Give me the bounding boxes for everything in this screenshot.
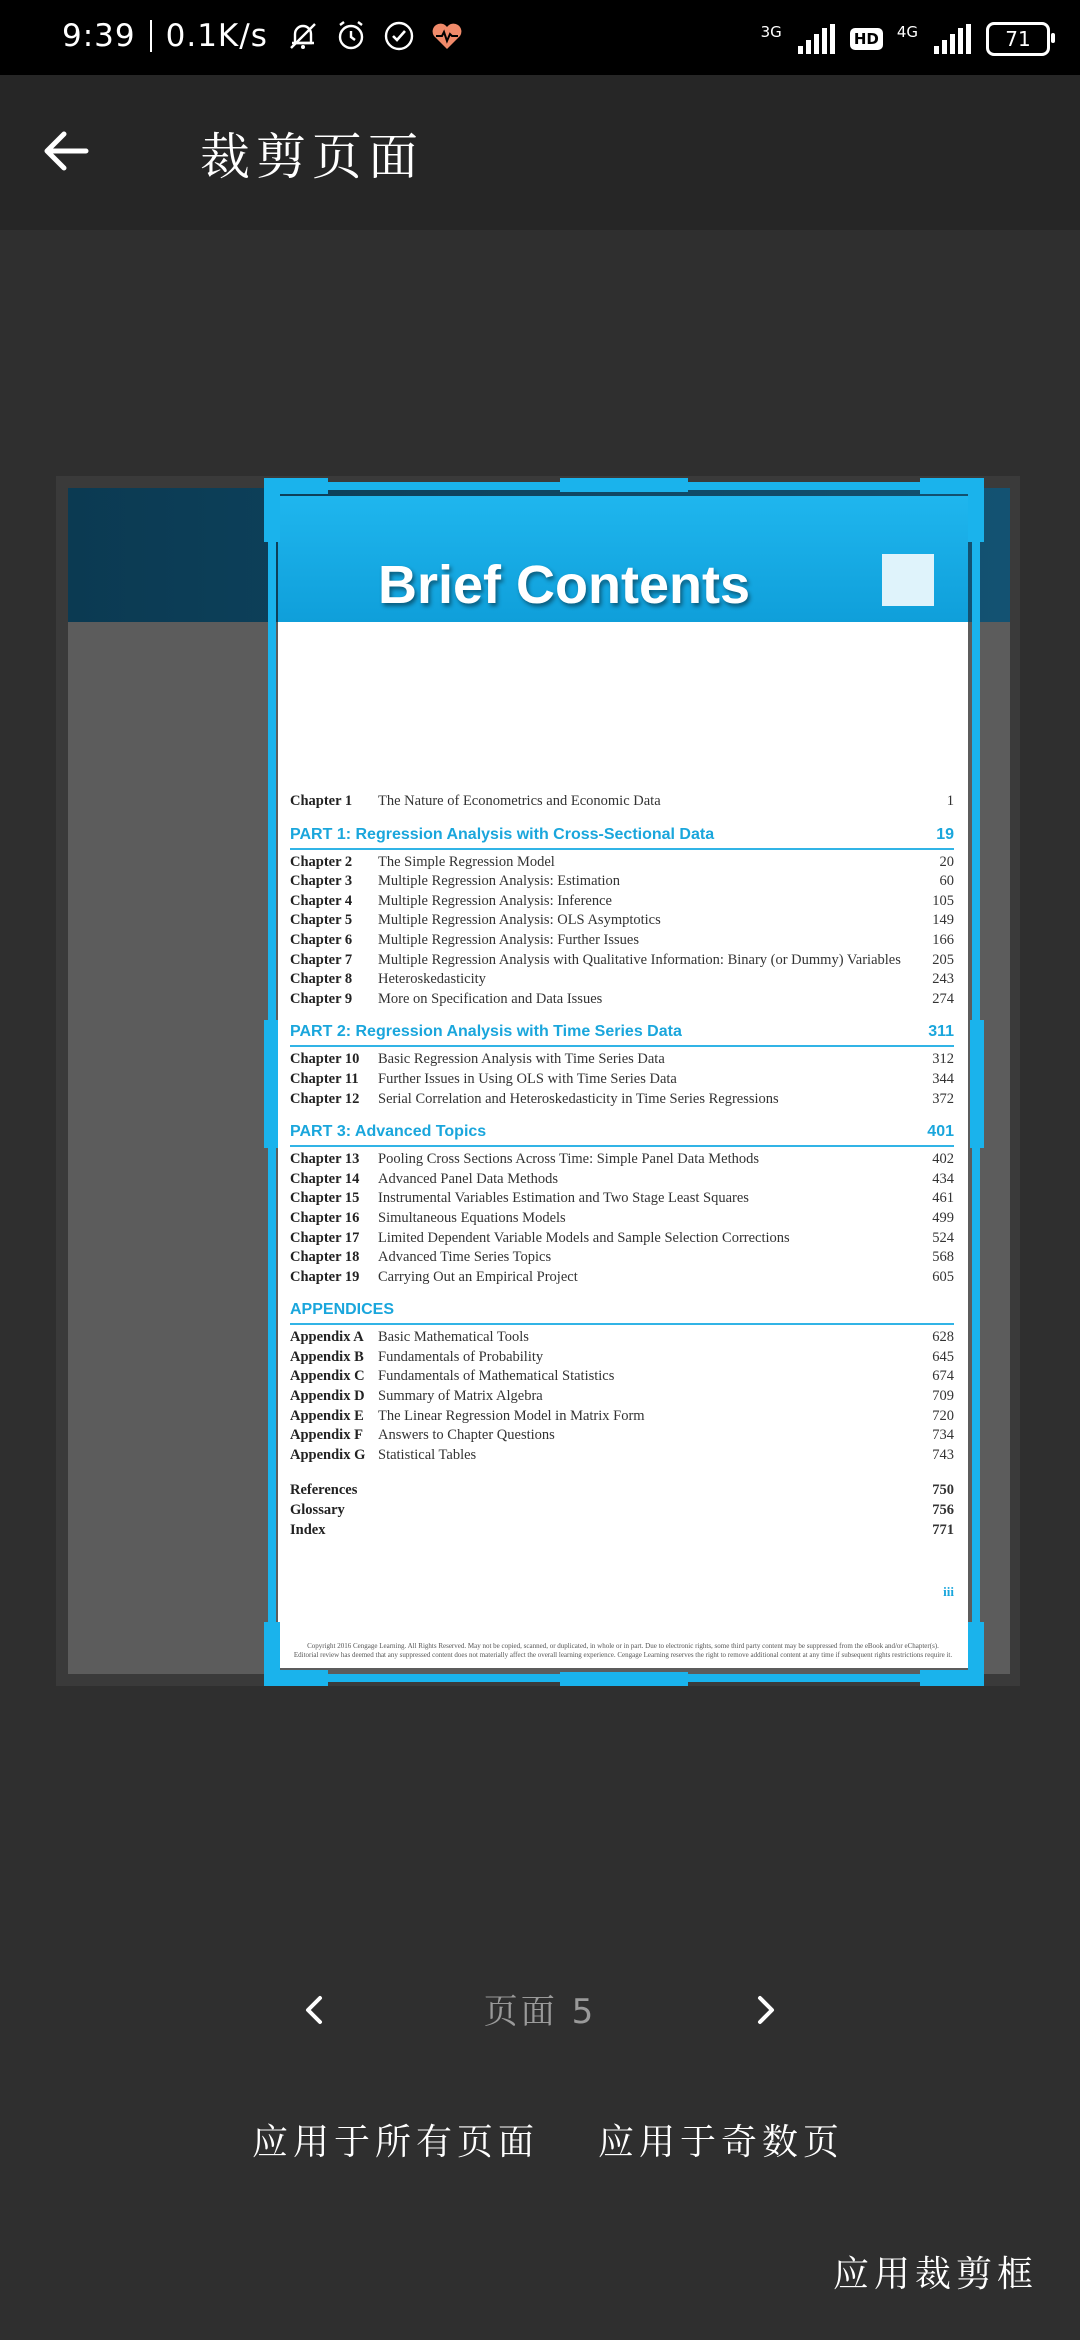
crop-corner-top-right-v[interactable]: [968, 478, 984, 542]
toc-title: Multiple Regression Analysis: Further Issues: [378, 931, 639, 948]
toc-label: Chapter 5: [290, 912, 353, 929]
toc-label: Chapter 8: [290, 971, 353, 988]
toc-label: Chapter 16: [290, 1209, 360, 1226]
toc-title: Carrying Out an Empirical Project: [378, 1268, 578, 1285]
toc-page-number: 568: [932, 1249, 954, 1266]
toc-label: Appendix A: [290, 1329, 364, 1346]
toc-label: Appendix D: [290, 1388, 365, 1405]
page-indicator: 页面 5: [483, 1992, 597, 2032]
toc-label: Chapter 17: [290, 1229, 360, 1246]
crop-handle-top[interactable]: [560, 478, 688, 492]
crop-corner-bottom-right-v[interactable]: [968, 1622, 984, 1686]
crop-frame[interactable]: [268, 482, 980, 1682]
toc-label: Index: [290, 1521, 326, 1538]
toc-title: Advanced Panel Data Methods: [378, 1170, 558, 1187]
previous-page-chevron-icon[interactable]: [296, 1990, 332, 2030]
toc-title: Statistical Tables: [378, 1446, 477, 1463]
crop-handle-left[interactable]: [264, 1020, 278, 1148]
toc-title: Multiple Regression Analysis: OLS Asymptotics: [378, 912, 661, 929]
toc-label: Chapter 11: [290, 1070, 359, 1087]
toc-part-page: 19: [936, 825, 954, 843]
status-bar: [0, 0, 1080, 75]
status-right: [761, 22, 1050, 56]
toc-title: Summary of Matrix Algebra: [378, 1388, 543, 1405]
toc-label: Chapter 3: [290, 873, 353, 890]
toc-page-number: 720: [932, 1407, 954, 1424]
toc-title: Limited Dependent Variable Models and Sample Selection Corrections: [378, 1229, 790, 1246]
toc-label: Appendix C: [290, 1368, 365, 1385]
clock: 9:39: [62, 18, 136, 54]
toc-label: Appendix E: [290, 1407, 364, 1424]
toc-title: Heteroskedasticity: [378, 971, 486, 988]
toc-page-number: 750: [932, 1482, 954, 1499]
toc-part-title: APPENDICES: [290, 1301, 395, 1319]
toc-label: Chapter 1: [290, 793, 353, 809]
toc-page-number: 149: [932, 912, 954, 929]
battery-icon: [986, 22, 1050, 56]
toc-page-number: 205: [932, 951, 954, 968]
toc-label: Chapter 9: [290, 990, 353, 1007]
toc-part-title: PART 2: Regression Analysis with Time Series Data: [290, 1023, 682, 1041]
toc-title: Instrumental Variables Estimation and Two Stage Least Squares: [378, 1190, 749, 1207]
toc-label: Chapter 13: [290, 1151, 360, 1168]
signal-icon-2: [932, 24, 972, 54]
roman-page-number: iii: [943, 1584, 954, 1599]
toc-title: More on Specification and Data Issues: [378, 990, 603, 1007]
alarm-icon: [334, 19, 368, 53]
toc-part-title: PART 1: Regression Analysis with Cross-Sectional Data: [290, 825, 715, 843]
apply-to-odd-pages-button[interactable]: 应用于奇数页: [598, 2122, 845, 2163]
toc-title: Multiple Regression Analysis: Inference: [378, 892, 612, 909]
toc-page-number: 709: [932, 1388, 954, 1405]
copyright-line-1: Copyright 2016 Cengage Learning. All Rights Reserved. May not be copied, scanned, or duplicated, in whole or in part. Due to electronic rights, some third party content may be suppressed from the eBook and/or eChapter(s).: [307, 1642, 939, 1650]
crop-corner-top-left-v[interactable]: [264, 478, 280, 542]
toc-page-number: 1: [946, 793, 954, 809]
app-bar: [0, 75, 1080, 230]
toc-page-number: 645: [932, 1348, 954, 1365]
toc-label: Chapter 4: [290, 892, 353, 909]
toc-page-number: 274: [932, 990, 954, 1007]
toc-page-number: 734: [932, 1427, 954, 1444]
toc-label: References: [290, 1482, 358, 1499]
back-arrow-icon[interactable]: [38, 123, 94, 179]
crop-handle-bottom[interactable]: [560, 1672, 688, 1686]
crop-handle-right[interactable]: [970, 1020, 984, 1148]
toc-page-number: 60: [939, 873, 954, 890]
toc-label: Chapter 6: [290, 931, 353, 948]
crop-corner-bottom-left-v[interactable]: [264, 1622, 280, 1686]
document-title: Brief Contents: [378, 555, 751, 615]
network-type-4g: 4G: [896, 23, 918, 41]
hd-badge: HD: [850, 28, 883, 50]
network-speed: 0.1K/s: [165, 18, 268, 54]
toc-title: Fundamentals of Probability: [378, 1348, 544, 1365]
toc-title: Multiple Regression Analysis: Estimation: [378, 873, 621, 890]
toc-title: Basic Regression Analysis with Time Series Data: [378, 1051, 665, 1068]
toc-title: Multiple Regression Analysis with Qualitative Information: Binary (or Dummy) Variables: [378, 951, 901, 968]
toc-page-number: 312: [932, 1051, 954, 1068]
apply-crop-frame-button[interactable]: 应用裁剪框: [832, 2254, 1038, 2295]
apply-to-all-pages-button[interactable]: 应用于所有页面: [252, 2122, 540, 2163]
toc-label: Appendix B: [290, 1348, 364, 1365]
toc-title: The Nature of Econometrics and Economic Data: [378, 793, 661, 809]
toc-part-page: 311: [928, 1023, 954, 1041]
toc-label: Chapter 7: [290, 951, 353, 968]
page-navigator: [0, 1980, 1080, 2040]
toc-label: Glossary: [290, 1502, 345, 1519]
toc-part-page: 401: [927, 1123, 954, 1141]
toc-page-number: 771: [932, 1521, 954, 1538]
toc-page-number: 402: [932, 1151, 954, 1168]
toc-title: The Linear Regression Model in Matrix Form: [378, 1407, 645, 1424]
toc-title: Simultaneous Equations Models: [378, 1209, 566, 1226]
next-page-chevron-icon[interactable]: [748, 1990, 784, 2030]
toc-title: Pooling Cross Sections Across Time: Simple Panel Data Methods: [378, 1151, 760, 1168]
mute-bell-icon: [286, 19, 320, 53]
toc-title: Basic Mathematical Tools: [378, 1329, 529, 1346]
toc-part-title: PART 3: Advanced Topics: [290, 1123, 487, 1141]
toc-title: Further Issues in Using OLS with Time Series Data: [378, 1070, 677, 1087]
toc-label: Appendix F: [290, 1427, 363, 1444]
toc-page-number: 605: [932, 1268, 954, 1285]
toc-page-number: 105: [932, 892, 954, 909]
toc-label: Chapter 19: [290, 1268, 360, 1285]
toc-label: Chapter 15: [290, 1190, 360, 1207]
page-title: 裁剪页面: [200, 128, 424, 186]
toc-label: Chapter 14: [290, 1170, 360, 1187]
copyright-line-2: Editorial review has deemed that any suppressed content does not materially affect the overall learning experience. Cengage Learning reserves the right to remove additional content at any time if subsequent rights restrictions require it.: [293, 1651, 953, 1659]
toc-page-number: 434: [932, 1170, 954, 1187]
check-circle-icon: [382, 19, 416, 53]
battery-level: 71: [1005, 27, 1031, 51]
toc-page-number: 243: [932, 971, 954, 988]
signal-icon: [796, 24, 836, 54]
toc-page-number: 628: [932, 1329, 954, 1346]
toc-page-number: 756: [932, 1502, 954, 1519]
toc-page-number: 743: [932, 1446, 954, 1463]
toc-title: The Simple Regression Model: [378, 853, 555, 870]
toc-page-number: 166: [932, 931, 954, 948]
toc-title: Serial Correlation and Heteroskedasticity in Time Series Regressions: [378, 1090, 779, 1107]
toc-page-number: 20: [939, 853, 954, 870]
toc-page-number: 674: [932, 1368, 954, 1385]
toc-title: Fundamentals of Mathematical Statistics: [378, 1368, 615, 1385]
toc-page-number: 499: [932, 1209, 954, 1226]
toc-label: Chapter 12: [290, 1090, 360, 1107]
network-type-3g: 3G: [760, 23, 782, 41]
status-left: [62, 18, 464, 54]
divider: [150, 20, 152, 52]
toc-page-number: 344: [932, 1070, 954, 1087]
toc-label: Chapter 18: [290, 1249, 360, 1266]
toc-label: Appendix G: [290, 1446, 366, 1463]
toc-page-number: 524: [932, 1229, 954, 1246]
toc-title: Advanced Time Series Topics: [378, 1249, 552, 1266]
toc-page-number: 461: [932, 1190, 954, 1207]
toc-page-number: 372: [932, 1090, 954, 1107]
toc-label: Chapter 2: [290, 853, 353, 870]
health-heart-icon: [430, 19, 464, 53]
toc-title: Answers to Chapter Questions: [378, 1427, 555, 1444]
toc-label: Chapter 10: [290, 1051, 360, 1068]
